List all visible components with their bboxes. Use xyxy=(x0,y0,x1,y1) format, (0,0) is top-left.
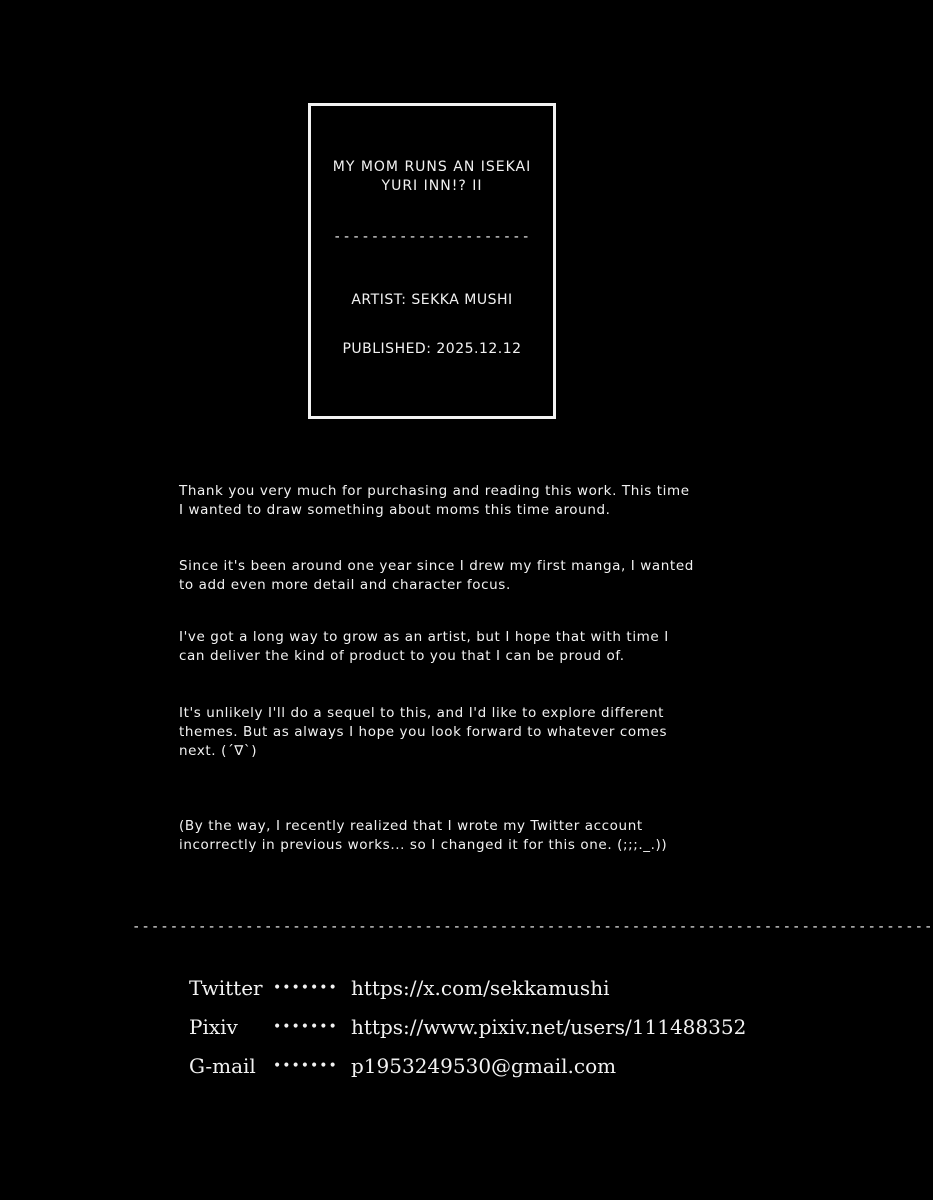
message-paragraph-3: I've got a long way to grow as an artist, but I hope that with time I can deliver the kind of product to you that I can be proud of. xyxy=(179,629,669,664)
pixiv-link[interactable]: https://www.pixiv.net/users/111488352 xyxy=(351,1015,747,1039)
artist-line: ARTIST: SEKKA MUSHI xyxy=(351,292,513,308)
contact-label: G-mail xyxy=(189,1054,256,1078)
leader-dots: ••••••• xyxy=(273,1019,338,1035)
message-paragraph-5: (By the way, I recently realized that I wrote my Twitter account incorrectly in previous works... so I changed it for this one. (;;;._.)) xyxy=(179,818,668,853)
message-paragraph-1: Thank you very much for purchasing and reading this work. This time I wanted to draw something about moms this time around. xyxy=(179,483,690,518)
book-title: MY MOM RUNS AN ISEKAI YURI INN!? II xyxy=(332,159,532,194)
contact-label: Twitter xyxy=(189,976,263,1000)
leader-dots: ••••••• xyxy=(273,1058,338,1074)
leader-dots: ••••••• xyxy=(273,980,338,996)
published-line: PUBLISHED: 2025.12.12 xyxy=(342,341,522,357)
twitter-link[interactable]: https://x.com/sekkamushi xyxy=(351,976,610,1000)
contact-row-pixiv xyxy=(189,1015,746,1039)
info-box xyxy=(308,103,556,419)
message-paragraph-2: Since it's been around one year since I drew my first manga, I wanted to add even more detail and character focus. xyxy=(179,558,694,593)
message-paragraph-4: It's unlikely I'll do a sequel to this, and I'd like to explore different themes. But as always I hope you look forward to whatever comes next. (´∇`) xyxy=(179,705,668,759)
info-separator: --------------------- xyxy=(332,229,531,245)
contact-label: Pixiv xyxy=(189,1015,238,1039)
section-divider: ------------------------------------------------------------------------------------- xyxy=(132,919,933,935)
email-link[interactable]: p1953249530@gmail.com xyxy=(351,1054,617,1078)
contact-row-twitter xyxy=(189,976,609,1000)
contact-row-gmail xyxy=(189,1054,616,1078)
